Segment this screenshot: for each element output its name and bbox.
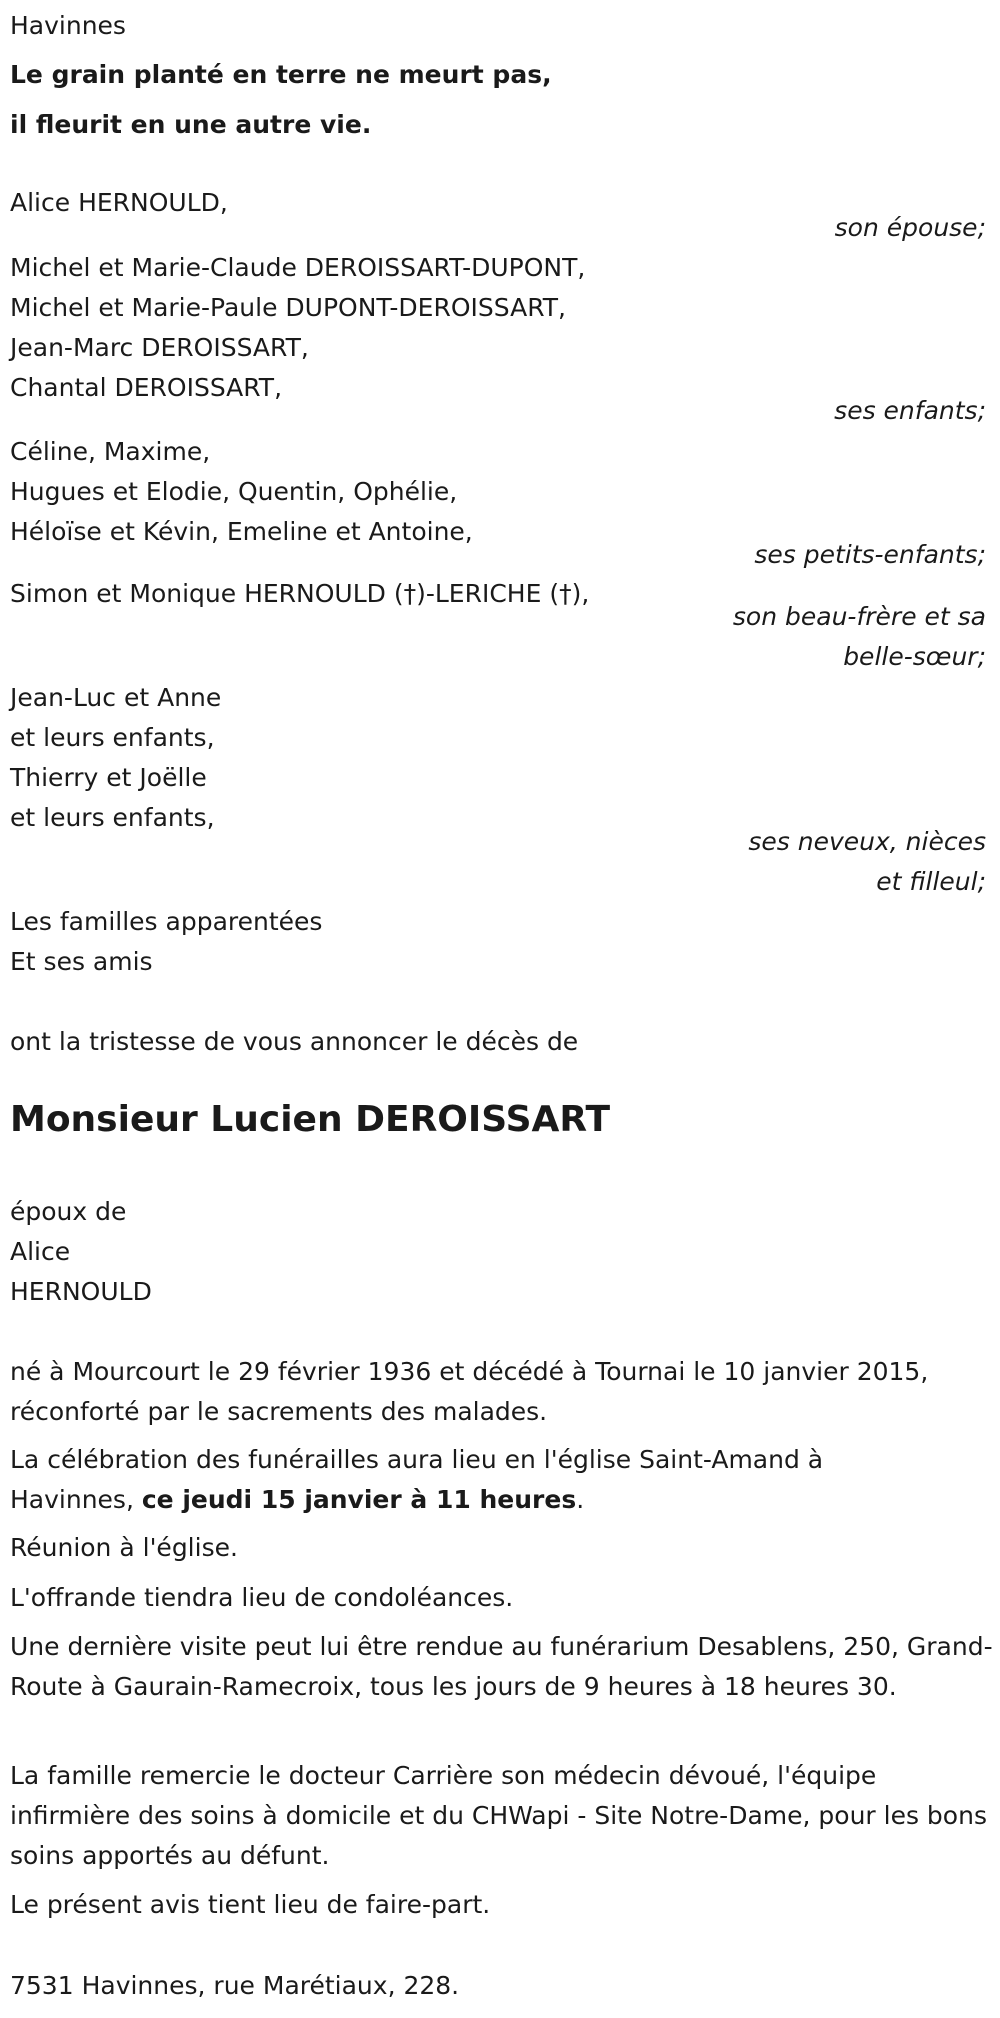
meeting-note: Réunion à l'église. [10, 1533, 238, 1562]
in-law-name: Simon et Monique HERNOULD (†)-LERICHE (†), [10, 579, 590, 608]
grandchild-name: Héloïse et Kévin, Emeline et Antoine, [10, 517, 473, 546]
grandchild-name: Hugues et Elodie, Quentin, Ophélie, [10, 477, 458, 506]
address: 7531 Havinnes, rue Marétiaux, 228. [10, 1971, 460, 2000]
spouse-name: Alice HERNOULD, [10, 188, 228, 217]
spouse-of-line: époux de [10, 1197, 127, 1226]
funeral-end: . [576, 1485, 585, 1514]
funeral-text: La célébration des funérailles aura lieu en l'église Saint-Amand à Havinnes, [10, 1445, 824, 1514]
funeral-paragraph [10, 1440, 910, 1520]
in-laws-role-line-1: son beau-frère et sa [732, 602, 986, 631]
children-role: ses enfants; [834, 396, 986, 425]
nephew-name: Thierry et Joëlle [10, 763, 207, 792]
friends: Et ses amis [10, 947, 153, 976]
nephews-role-line-1: ses neveux, nièces [748, 827, 986, 856]
spouse-of-line: HERNOULD [10, 1277, 152, 1306]
notice-note: Le présent avis tient lieu de faire-part. [10, 1890, 491, 1919]
child-name: Chantal DEROISSART, [10, 373, 283, 402]
child-name: Michel et Marie-Paule DUPONT-DEROISSART, [10, 293, 566, 322]
announcement-text: ont la tristesse de vous annoncer le décès de [10, 1027, 579, 1056]
in-laws-role-line-2: belle-sœur; [843, 642, 986, 671]
deceased-name: Monsieur Lucien DEROISSART [10, 1099, 611, 1140]
nephews-role-line-2: et filleul; [876, 867, 986, 896]
child-name: Jean-Marc DEROISSART, [10, 333, 309, 362]
spouse-role: son épouse; [834, 213, 986, 242]
nephew-name: et leurs enfants, [10, 803, 215, 832]
offering-note: L'offrande tiendra lieu de condoléances. [10, 1583, 514, 1612]
grandchildren-role: ses petits-enfants; [754, 540, 986, 569]
grandchild-name: Céline, Maxime, [10, 437, 211, 466]
related-families: Les familles apparentées [10, 907, 323, 936]
funeral-date: ce jeudi 15 janvier à 11 heures [141, 1485, 577, 1514]
verse-line-1: Le grain planté en terre ne meurt pas, [10, 60, 552, 89]
verse-line-2: il fleurit en une autre vie. [10, 110, 372, 139]
birth-death-paragraph: né à Mourcourt le 29 février 1936 et décédé à Tournai le 10 janvier 2015, réconforté par le sacrements des malades. [10, 1357, 929, 1426]
visit-paragraph: Une dernière visite peut lui être rendue au funérarium Desablens, 250, Grand-Route à Gaurain-Ramecroix, tous les jours de 9 heures à 18 heures 30. [10, 1632, 993, 1701]
spouse-of-line: Alice [10, 1237, 71, 1266]
nephew-name: Jean-Luc et Anne [10, 683, 222, 712]
thanks-paragraph: La famille remercie le docteur Carrière son médecin dévoué, l'équipe infirmière des soins à domicile et du CHWapi - Site Notre-Dame, pour les bons soins apportés au défunt. [10, 1761, 987, 1870]
nephew-name: et leurs enfants, [10, 723, 215, 752]
child-name: Michel et Marie-Claude DEROISSART-DUPONT, [10, 253, 586, 282]
location-heading: Havinnes [10, 11, 126, 40]
